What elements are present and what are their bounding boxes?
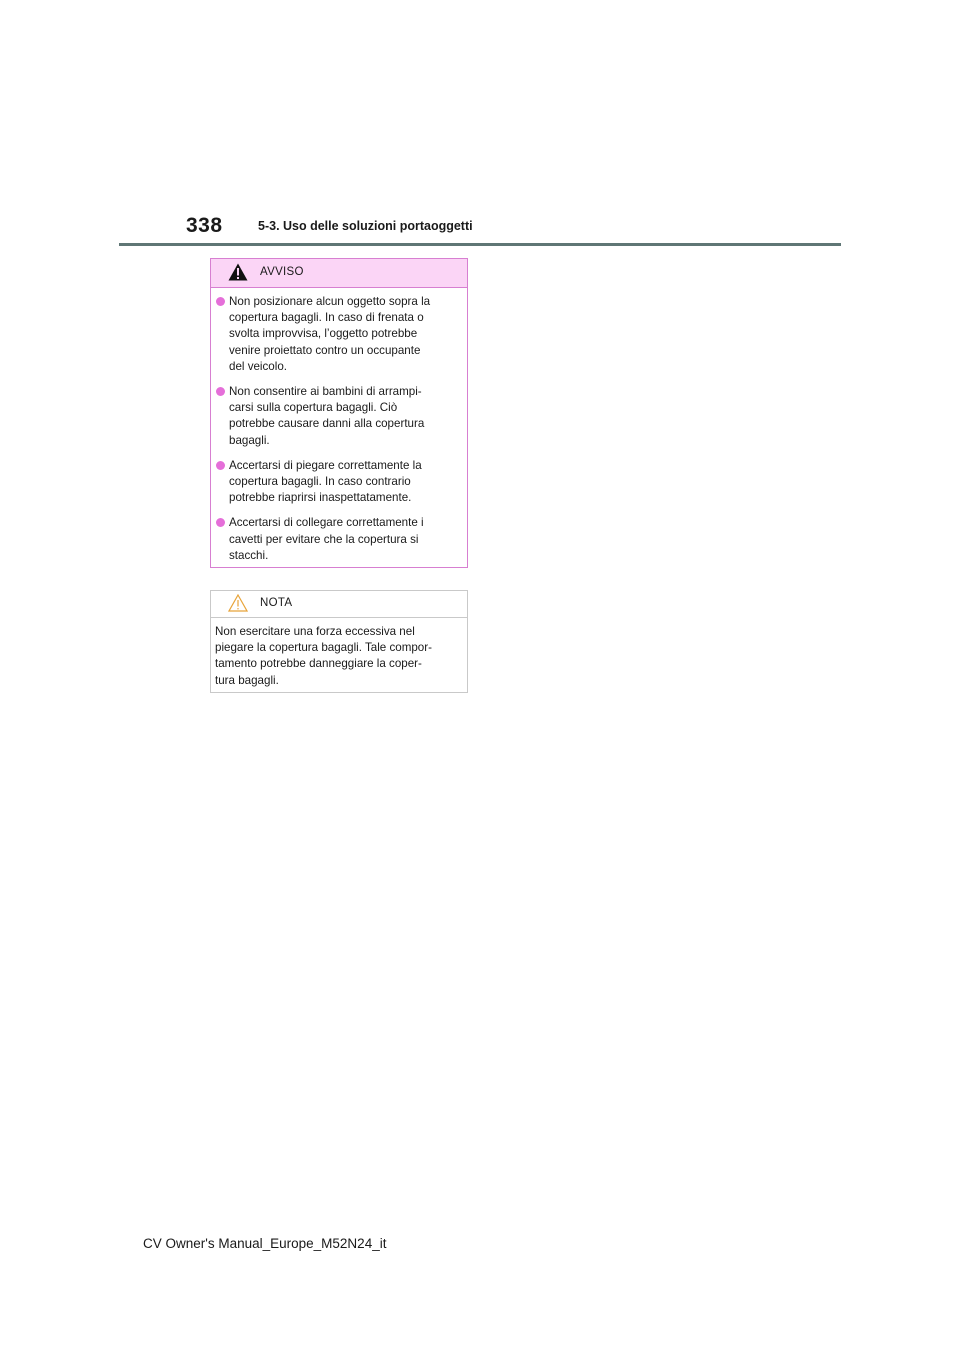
warning-item-text: Accertarsi di collegare correttamente i cavetti per evitare che la copertura si stacchi. xyxy=(229,516,424,562)
warning-item xyxy=(215,458,457,507)
note-text: Non esercitare una forza eccessiva nel piegare la copertura bagagli. Tale compor- tamento potrebbe danneggiare la coper- tura bagagli. xyxy=(215,625,432,687)
warning-item-text: Accertarsi di piegare correttamente la copertura bagagli. In caso contrario potrebbe riaprirsi inaspettatamente. xyxy=(229,458,422,505)
warning-item xyxy=(215,384,457,449)
section-title: 5-3. Uso delle soluzioni portaoggetti xyxy=(258,219,473,233)
caution-triangle-outline-icon xyxy=(228,594,248,612)
note-header xyxy=(211,591,467,618)
header-divider xyxy=(119,243,841,246)
warning-header xyxy=(211,259,467,288)
warning-box xyxy=(210,258,468,568)
bullet-icon xyxy=(216,387,225,396)
warning-item-text: Non consentire ai bambini di arrampi- carsi sulla copertura bagagli. Ciò potrebbe causare danni alla copertura bagagli. xyxy=(229,385,425,447)
bullet-icon xyxy=(216,518,225,527)
page-number: 338 xyxy=(186,214,223,237)
warning-item-text: Non posizionare alcun oggetto sopra la copertura bagagli. In caso di frenata o svolta improvvisa, l’oggetto potrebbe venire proiettato contro un occupante del veicolo. xyxy=(229,295,431,373)
warning-triangle-icon xyxy=(228,263,248,281)
warning-item xyxy=(215,515,457,564)
warning-item xyxy=(215,294,457,375)
bullet-icon xyxy=(216,297,225,306)
warning-body xyxy=(211,288,467,564)
note-box xyxy=(210,590,468,693)
warning-label: AVVISO xyxy=(260,266,304,278)
bullet-icon xyxy=(216,461,225,470)
note-label: NOTA xyxy=(260,597,293,609)
footer-text: CV Owner's Manual_Europe_M52N24_it xyxy=(143,1236,387,1251)
